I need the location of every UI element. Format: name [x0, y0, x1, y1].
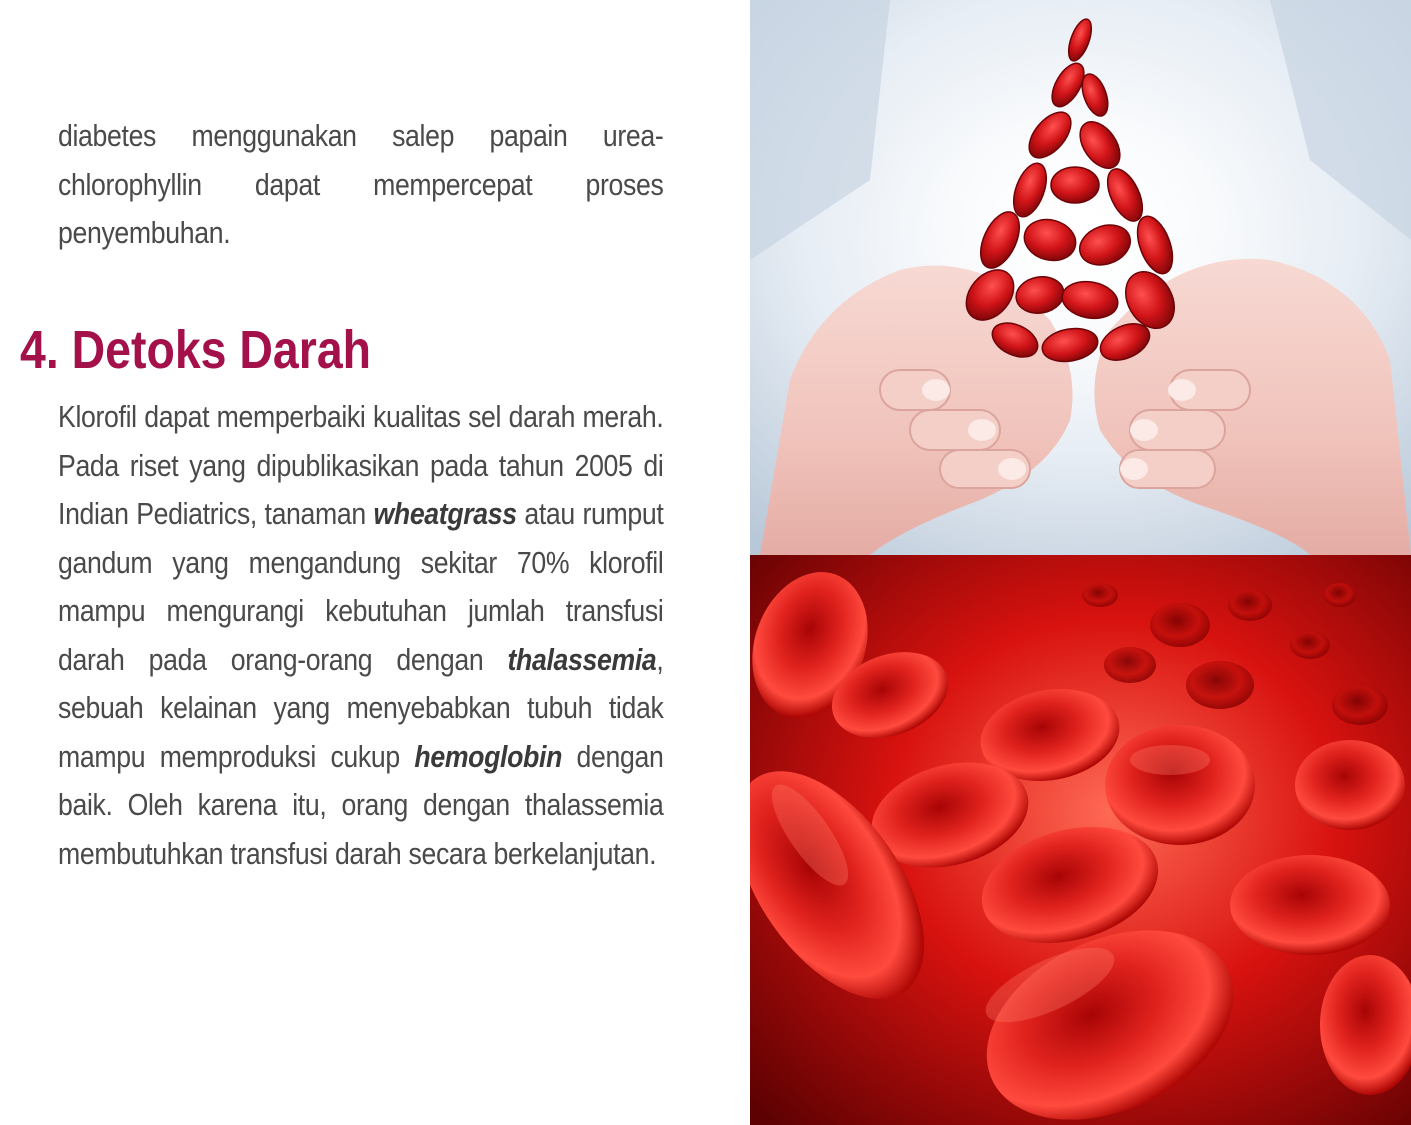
hands-blood-drop-image [750, 0, 1411, 555]
body-part-3: , sebuah kelainan yang menyebabkan tubuh tidak mampu memproduksi cukup [58, 641, 664, 774]
intro-text: diabetes menggunakan salep papain urea-chlorophyllin dapat mempercepat proses penyembuhan. [58, 118, 664, 250]
section-body [58, 393, 663, 878]
body-text [58, 393, 663, 878]
body-part-4: dengan baik. Oleh karena itu, orang dengan thalassemia membutuhkan transfusi darah secara berkelanjutan. [58, 738, 664, 871]
section-heading: 4. Detoks Darah [20, 320, 372, 380]
red-blood-cells-image [750, 555, 1411, 1125]
image-column [750, 0, 1411, 1125]
body-part-2: atau rumput gandum yang mengandung sekitar 70% klorofil mampu mengurangi kebutuhan jumlah transfusi darah pada orang-orang dengan [58, 496, 664, 677]
term-thalassemia: thalassemia [507, 641, 657, 677]
term-hemoglobin: hemoglobin [414, 738, 563, 774]
intro-paragraph [58, 112, 663, 258]
body-part-1: Klorofil dapat memperbaiki kualitas sel darah merah. Pada riset yang dipublikasikan pada tahun 2005 di Indian Pediatrics, tanaman [58, 399, 664, 531]
term-wheatgrass: wheatgrass [373, 496, 517, 531]
